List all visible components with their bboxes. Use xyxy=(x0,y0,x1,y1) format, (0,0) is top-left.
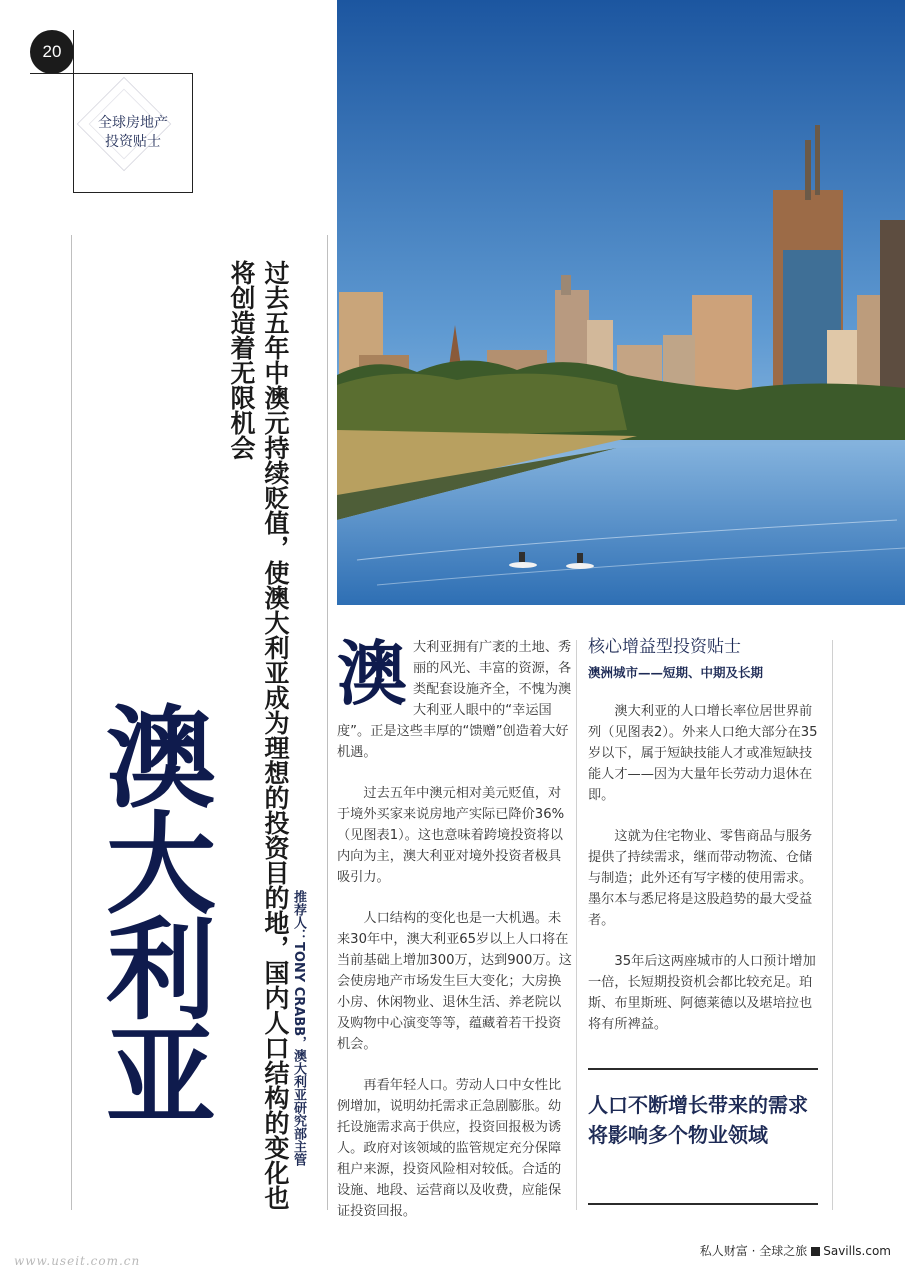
section-title-line: 全球房地产 xyxy=(98,115,168,131)
column-divider xyxy=(576,640,577,1210)
tips-column xyxy=(588,637,823,1055)
tips-title: 核心增益型投资贴士 xyxy=(588,637,741,657)
page-number xyxy=(30,30,74,74)
section-title-line: 投资贴士 xyxy=(105,134,161,150)
body-paragraph: 再看年轻人口。劳动人口中女性比例增加，说明幼托需求正急剧膨胀。幼托设施需求高于供应，投资回报极为诱人。政府对该领域的监管规定充分保障租户来源，投资风险相对较低。合适的设施、地段、运营商以及收费，应能保证投资回报。 xyxy=(337,1078,562,1219)
tips-subtitle: 澳洲城市——短期、中期及长期 xyxy=(588,665,764,680)
article-body-column xyxy=(337,632,573,1242)
article-headline: 澳大利亚 xyxy=(88,700,216,1124)
corner-line xyxy=(30,73,75,74)
website-link[interactable]: Savills.com xyxy=(823,1244,891,1258)
city-skyline-photo xyxy=(337,0,905,605)
drop-cap: 澳 xyxy=(337,632,407,715)
body-paragraph: 大利亚拥有广袤的土地、秀丽的风光、丰富的资源，各类配套设施齐全，不愧为澳大利亚人眼中的“幸运国度”。正是这些丰厚的“馈赠”创造着大好机遇。 xyxy=(337,640,572,760)
section-title xyxy=(74,114,192,152)
tips-paragraph: 澳大利亚的人口增长率位居世界前列（见图表2）。外来人口绝大部分在35岁以下，属于短缺技能人才或准短缺技能人才——因为大量年长劳动力退休在即。 xyxy=(588,704,818,803)
pull-quote: 人口不断增长带来的需求将影响多个物业领域 xyxy=(588,1093,808,1147)
corner-line xyxy=(73,30,74,74)
publication-name: 私人财富 · 全球之旅 xyxy=(699,1244,808,1258)
column-divider xyxy=(71,235,72,1210)
page-footer xyxy=(700,1242,891,1259)
article-byline: 推荐人：TONY CRABB，澳大利亚研究部主管 xyxy=(291,890,306,1167)
tips-paragraph: 这就为住宅物业、零售商品与服务提供了持续需求，继而带动物流、仓储与制造；此外还有写字楼的使用需求。墨尔本与悉尼将是这股趋势的最大受益者。 xyxy=(588,829,813,928)
column-divider xyxy=(832,640,833,1210)
page-number-text: 20 xyxy=(42,42,62,61)
site-watermark: www.useit.com.cn xyxy=(14,1254,141,1268)
pull-quote-rule xyxy=(588,1068,818,1070)
square-bullet-icon xyxy=(811,1247,820,1256)
section-marker xyxy=(73,73,193,193)
article-subheadline: 过去五年中澳元持续贬值，使澳大利亚成为理想的投资目的地，国内人口结构的变化也将创造着无限机会 xyxy=(227,260,290,1210)
body-paragraph: 人口结构的变化也是一大机遇。未来30年中，澳大利亚65岁以上人口将在当前基础上增加300万，达到900万。这会使房地产市场发生巨大变化；大房换小房、休闲物业、退休生活、养老院以及购物中心演变等等，蕴藏着若干投资机会。 xyxy=(337,911,572,1052)
tips-paragraph: 35年后这两座城市的人口预计增加一倍，长短期投资机会都比较充足。珀斯、布里斯班、阿德莱德以及堪培拉也将有所裨益。 xyxy=(588,954,816,1032)
body-paragraph: 过去五年中澳元相对美元贬值，对于境外买家来说房地产实际已降价36%（见图表1）。这也意味着跨境投资将以内向为主，澳大利亚对境外投资者极具吸引力。 xyxy=(337,786,565,885)
pull-quote-rule xyxy=(588,1203,818,1205)
column-divider xyxy=(327,235,328,1210)
